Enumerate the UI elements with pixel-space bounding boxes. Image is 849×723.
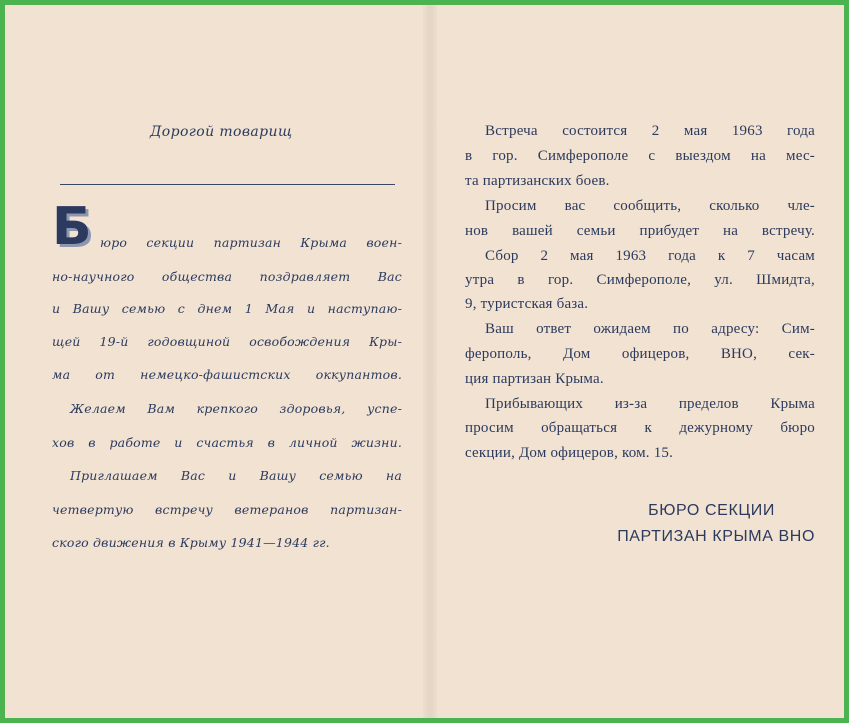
right-text-line: Встреча состоится 2 мая 1963 года	[485, 123, 815, 139]
right-text-line: Прибывающих из-за пределов Крыма	[485, 396, 815, 412]
right-text-line: утра в гор. Симферополе, ул. Шмидта,	[465, 272, 815, 288]
signature-line-1: БЮРО СЕКЦИИ	[648, 502, 775, 519]
right-text-line: Ваш ответ ожидаем по адресу: Сим-	[485, 321, 815, 337]
left-text-line: Приглашаем Вас и Вашу семью на	[70, 468, 402, 483]
left-text-line: ма от немецко-фашистских оккупантов.	[52, 367, 402, 382]
signature-line-2: ПАРТИЗАН КРЫМА ВНО	[617, 528, 815, 545]
left-text-line: щей 19-й годовщиной освобождения Кры-	[52, 334, 402, 349]
right-text-line: ферополь, Дом офицеров, ВНО, сек-	[465, 346, 815, 362]
right-text-line: Просим вас сообщить, сколько чле-	[485, 198, 815, 214]
center-fold	[423, 5, 437, 718]
name-blank-line	[60, 184, 395, 185]
right-text-line: та партизанских боев.	[465, 173, 610, 189]
left-text-line: четвертую встречу ветеранов партизан-	[52, 502, 402, 517]
salutation: Дорогой товарищ	[150, 124, 293, 140]
left-text-line: юро секции партизан Крыма воен-	[100, 235, 402, 250]
left-text-line: хов в работе и счастья в личной жизни.	[52, 435, 402, 450]
right-text-line: секции, Дом офицеров, ком. 15.	[465, 445, 674, 461]
right-text-line: Сбор 2 мая 1963 года к 7 часам	[485, 248, 815, 264]
invitation-card	[5, 5, 844, 718]
right-text-line: 9, туристская база.	[465, 296, 589, 312]
right-text-line: просим обращаться к дежурному бюро	[465, 420, 815, 436]
left-text-line: но-научного общества поздравляет Вас	[52, 269, 402, 284]
right-text-line: в гор. Симферополе с выездом на мес-	[465, 148, 815, 164]
left-text-line: Желаем Вам крепкого здоровья, успе-	[70, 401, 402, 416]
left-text-line: и Вашу семью с днем 1 Мая и наступаю-	[52, 301, 402, 316]
drop-cap: Б	[52, 197, 92, 257]
right-text-line: нов вашей семьи прибудет на встречу.	[465, 223, 815, 239]
right-text-line: ция партизан Крыма.	[465, 371, 604, 387]
left-text-line: ского движения в Крыму 1941—1944 гг.	[52, 535, 330, 550]
